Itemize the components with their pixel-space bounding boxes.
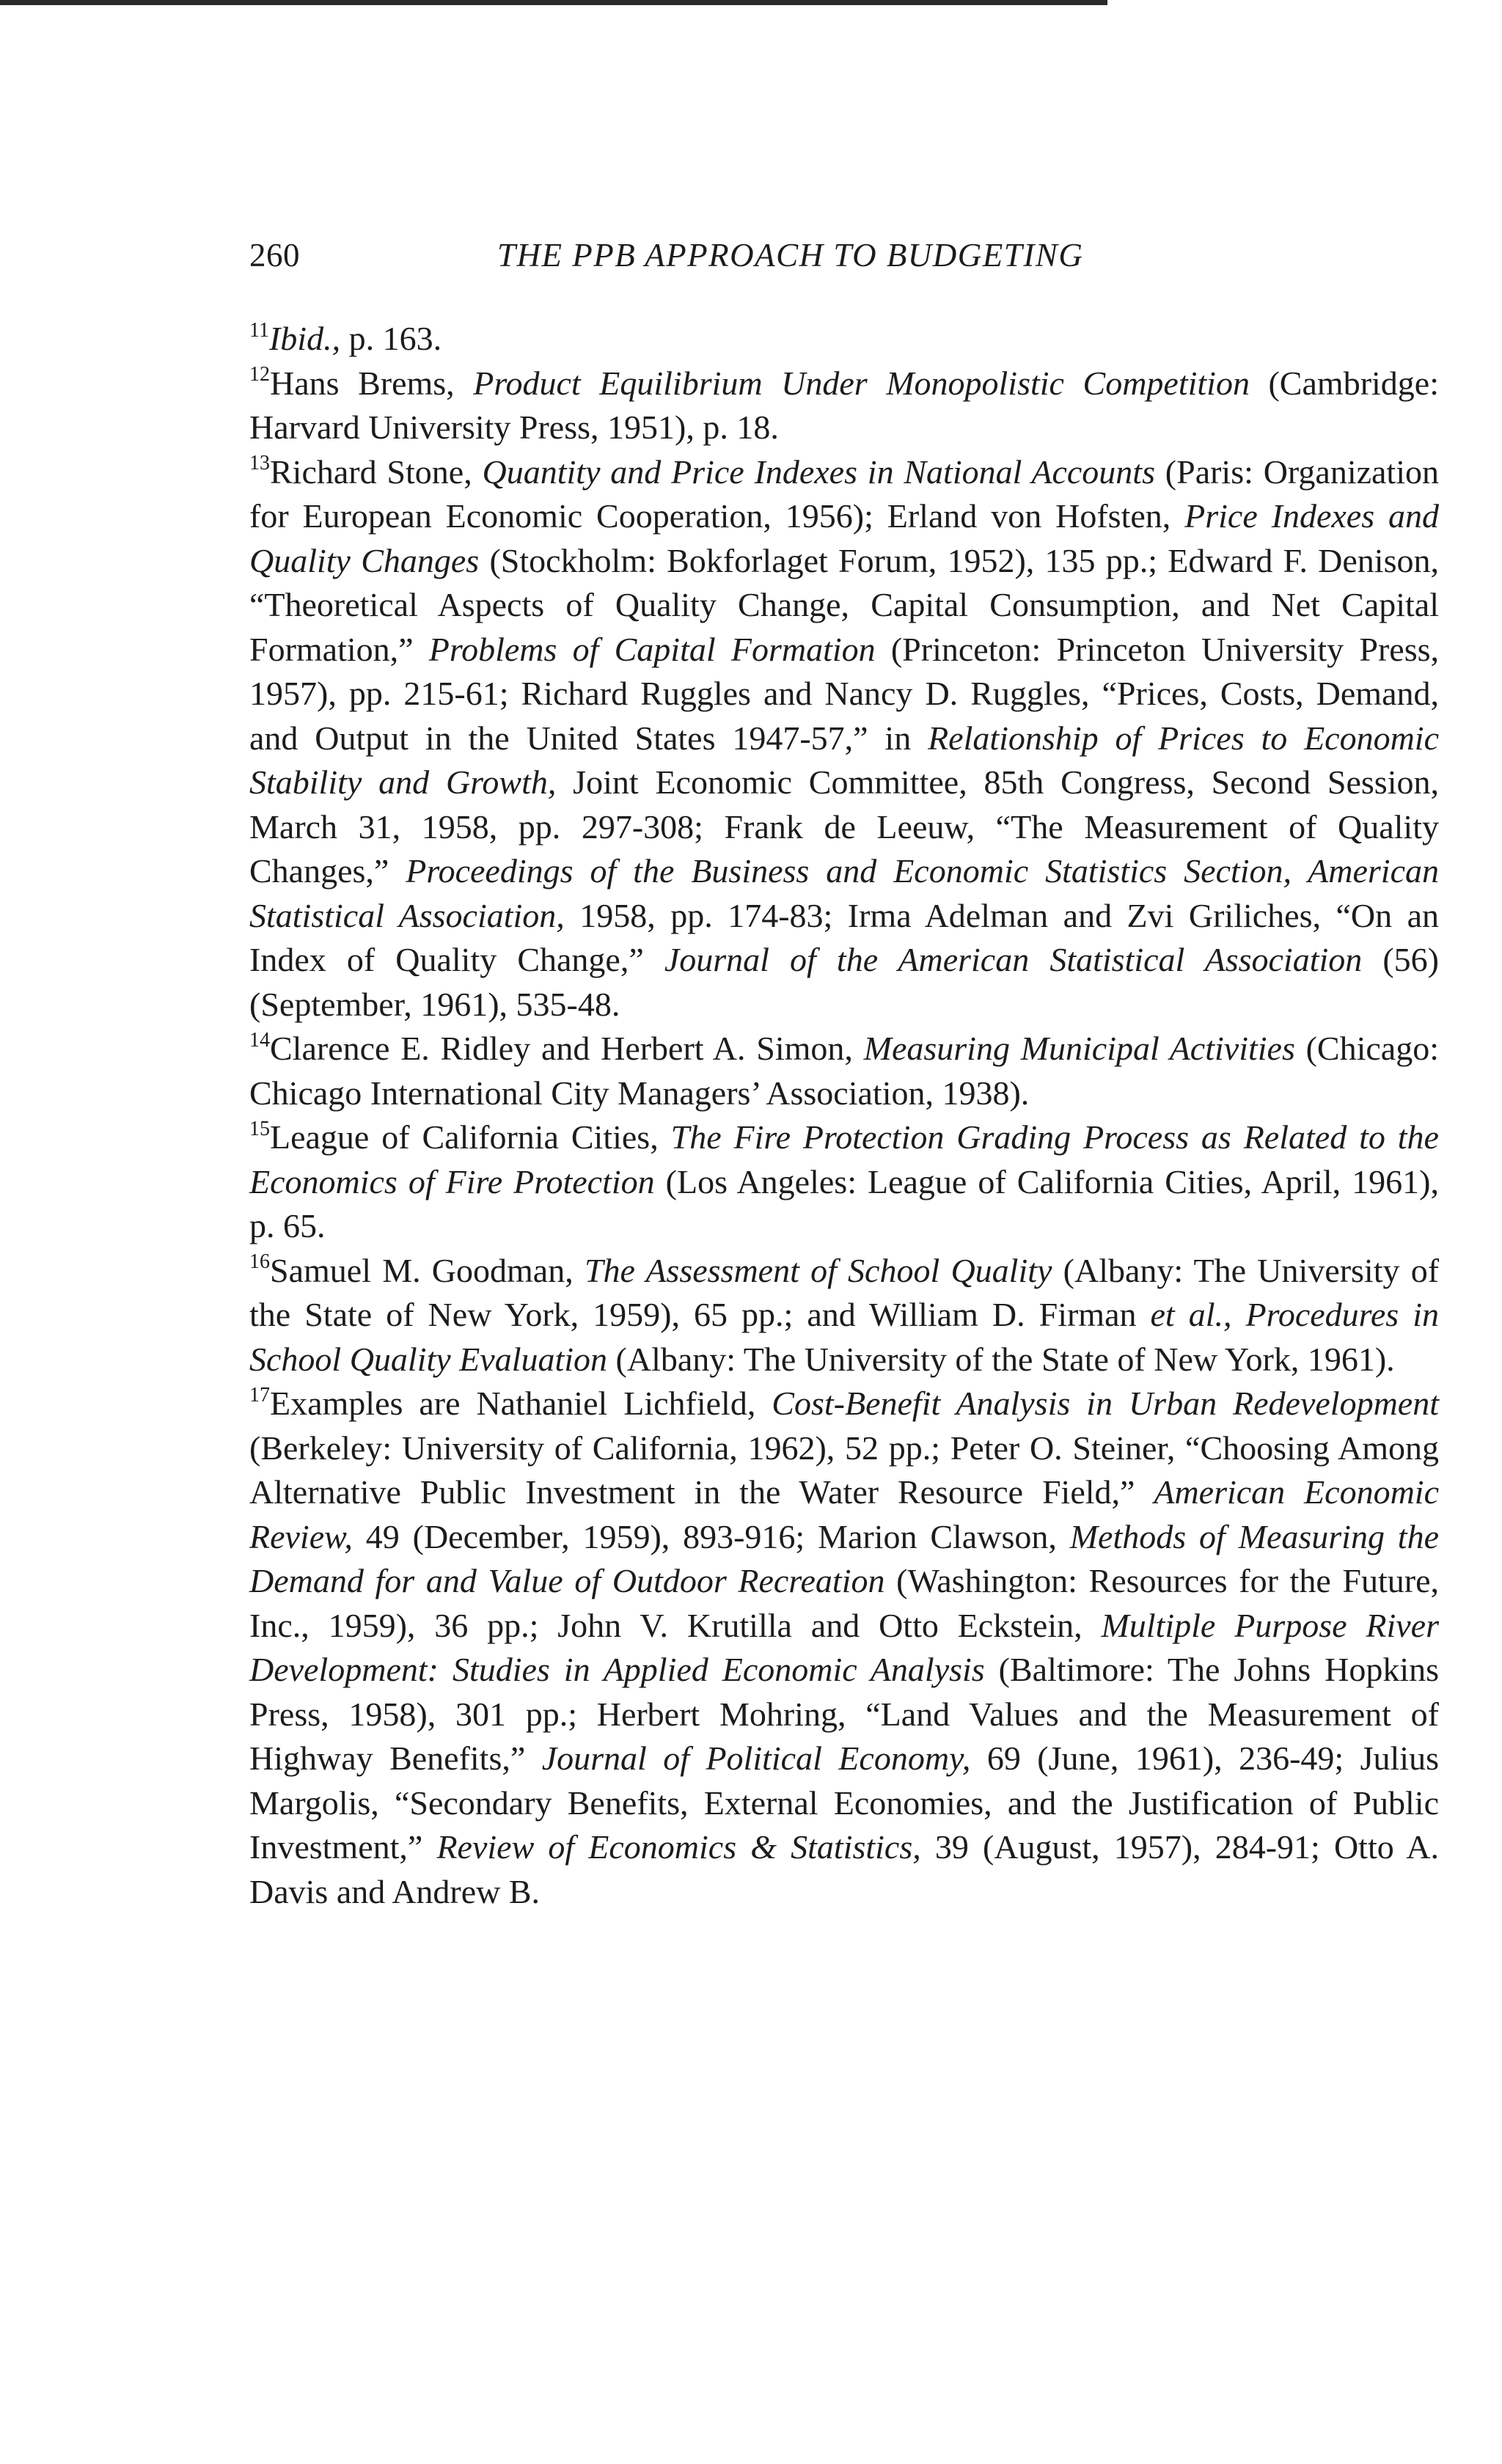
footnote bbox=[249, 1382, 1439, 1914]
footnote-number: 15 bbox=[249, 1117, 270, 1140]
footnote-title-text: The Fire Protection Grading Process as Related to the Economics of Fire Protection bbox=[249, 1118, 1439, 1200]
footnote-title-text: Measuring Municipal Activities bbox=[863, 1030, 1295, 1067]
footnote-text: (Washington: Resources for the Future, Inc., 1959), 36 pp.; John V. Krutilla and Otto Eckstein, bbox=[249, 1562, 1439, 1644]
footnote-title-text: Multiple Purpose River Development: Studies in Applied Economic Analysis bbox=[249, 1606, 1439, 1688]
footnote-text: (Cambridge: Harvard University Press, 1951), p. 18. bbox=[249, 364, 1439, 446]
footnote-title-text: Proceedings of the Business and Economic Statistics Section, American Statistical Association, bbox=[249, 852, 1439, 934]
footnote-title-text: The Assessment of School Quality bbox=[584, 1251, 1052, 1289]
footnote-number: 13 bbox=[249, 452, 270, 475]
footnote bbox=[249, 450, 1439, 1027]
footnote-text: 1958, pp. 174-83; Irma Adelman and Zvi Griliches, “On an Index of Quality Change,” bbox=[249, 896, 1440, 978]
footnote-text: Hans Brems, bbox=[270, 364, 474, 402]
footnote-title-text: Journal of Political Economy, bbox=[541, 1739, 971, 1777]
footnote-title-text: et al., Procedures in School Quality Evaluation bbox=[249, 1296, 1439, 1378]
footnote-title-text: Quantity and Price Indexes in National Accounts bbox=[482, 452, 1155, 491]
footnote-text: Richard Stone, bbox=[270, 452, 483, 491]
footnote-text: League of California Cities, bbox=[270, 1118, 671, 1156]
footnote-number: 12 bbox=[249, 363, 270, 386]
footnote-text: Joint Economic Committee, 85th Congress, Second Session, March 31, 1958, pp. 297-308; Frank de Leeuw, “The Measurement of Quality Changes,” bbox=[249, 763, 1439, 890]
footnote-title-text: Review of Economics & Statistics, bbox=[436, 1828, 921, 1866]
footnote-text: p. 163. bbox=[340, 320, 442, 357]
footnote bbox=[249, 1027, 1439, 1115]
footnote-text: (Albany: The University of the State of New York, 1959), 65 pp.; and William D. Firman bbox=[249, 1251, 1440, 1333]
footnote-text: (Baltimore: The Johns Hopkins Press, 1958), 301 pp.; Herbert Mohring, “Land Values and the Measurement of Highway Benefits,” bbox=[249, 1651, 1439, 1777]
footnote-text: Clarence E. Ridley and Herbert A. Simon, bbox=[270, 1030, 864, 1067]
footnote-text: (Paris: Organization for European Economic Cooperation, 1956); Erland von Hofsten, bbox=[249, 452, 1439, 535]
footnote-title-text: Ibid., bbox=[268, 320, 341, 357]
footnote-number: 16 bbox=[249, 1250, 270, 1274]
footnote-title-text: Problems of Capital Formation bbox=[428, 630, 876, 668]
footnote-title-text: Journal of the American Statistical Association bbox=[664, 941, 1363, 978]
footnote-text: (Princeton: Princeton University Press, 1957), pp. 215-61; Richard Ruggles and Nancy D. Ruggles, “Prices, Costs, Demand, and Output in the United States 1947-57,” in bbox=[249, 630, 1440, 757]
footnote bbox=[249, 362, 1439, 450]
footnote-title-text: Price Indexes and Quality Changes bbox=[249, 497, 1439, 579]
footnote-title-text: American Economic Review, bbox=[249, 1473, 1439, 1555]
footnote-number: 11 bbox=[249, 318, 269, 342]
footnote-text: Samuel M. Goodman, bbox=[270, 1251, 585, 1289]
footnote bbox=[249, 317, 1439, 362]
footnote-text: 69 (June, 1961), 236-49; Julius Margolis, “Secondary Benefits, External Economies, and the Justification of Public Investment,” bbox=[249, 1739, 1439, 1866]
footnote-text: (Stockholm: Bokforlaget Forum, 1952), 135 pp.; Edward F. Denison, “Theoretical Aspects of Quality Change, Capital Consumption, and Net Capital Formation,” bbox=[249, 541, 1439, 668]
footnotes-list bbox=[249, 317, 1439, 1914]
footnote-text: (56) (September, 1961), 535-48. bbox=[249, 941, 1439, 1023]
page-number: 260 bbox=[249, 237, 300, 274]
footnote-text: Examples are Nathaniel Lichfield, bbox=[270, 1385, 772, 1422]
footnote-text: 39 (August, 1957), 284-91; Otto A. Davis and Andrew B. bbox=[249, 1828, 1440, 1910]
footnote-text: (Los Angeles: League of California Cities, April, 1961), p. 65. bbox=[249, 1162, 1439, 1244]
footnote-text: 49 (December, 1959), 893-916; Marion Clawson, bbox=[352, 1517, 1070, 1555]
footnote-text: (Albany: The University of the State of New York, 1961). bbox=[607, 1340, 1395, 1378]
footnote-title-text: Product Equilibrium Under Monopolistic Competition bbox=[473, 364, 1250, 402]
footnote bbox=[249, 1115, 1439, 1249]
footnote bbox=[249, 1249, 1439, 1382]
footnote-text: (Chicago: Chicago International City Managers’ Association, 1938). bbox=[249, 1030, 1439, 1112]
top-border-rule bbox=[0, 0, 1107, 5]
running-title: THE PPB APPROACH TO BUDGETING bbox=[497, 237, 1084, 274]
running-head bbox=[249, 233, 1452, 277]
footnote-number: 14 bbox=[249, 1028, 270, 1052]
footnote-title-text: Relationship of Prices to Economic Stability and Growth, bbox=[249, 719, 1439, 801]
footnote-title-text: Methods of Measuring the Demand for and Value of Outdoor Recreation bbox=[249, 1517, 1440, 1599]
footnote-text: (Berkeley: University of California, 1962), 52 pp.; Peter O. Steiner, “Choosing Among Alternative Public Investment in the Water Resource Field,” bbox=[249, 1429, 1439, 1511]
footnote-title-text: Cost-Benefit Analysis in Urban Redevelopment bbox=[772, 1385, 1440, 1422]
footnote-number: 17 bbox=[249, 1383, 270, 1407]
